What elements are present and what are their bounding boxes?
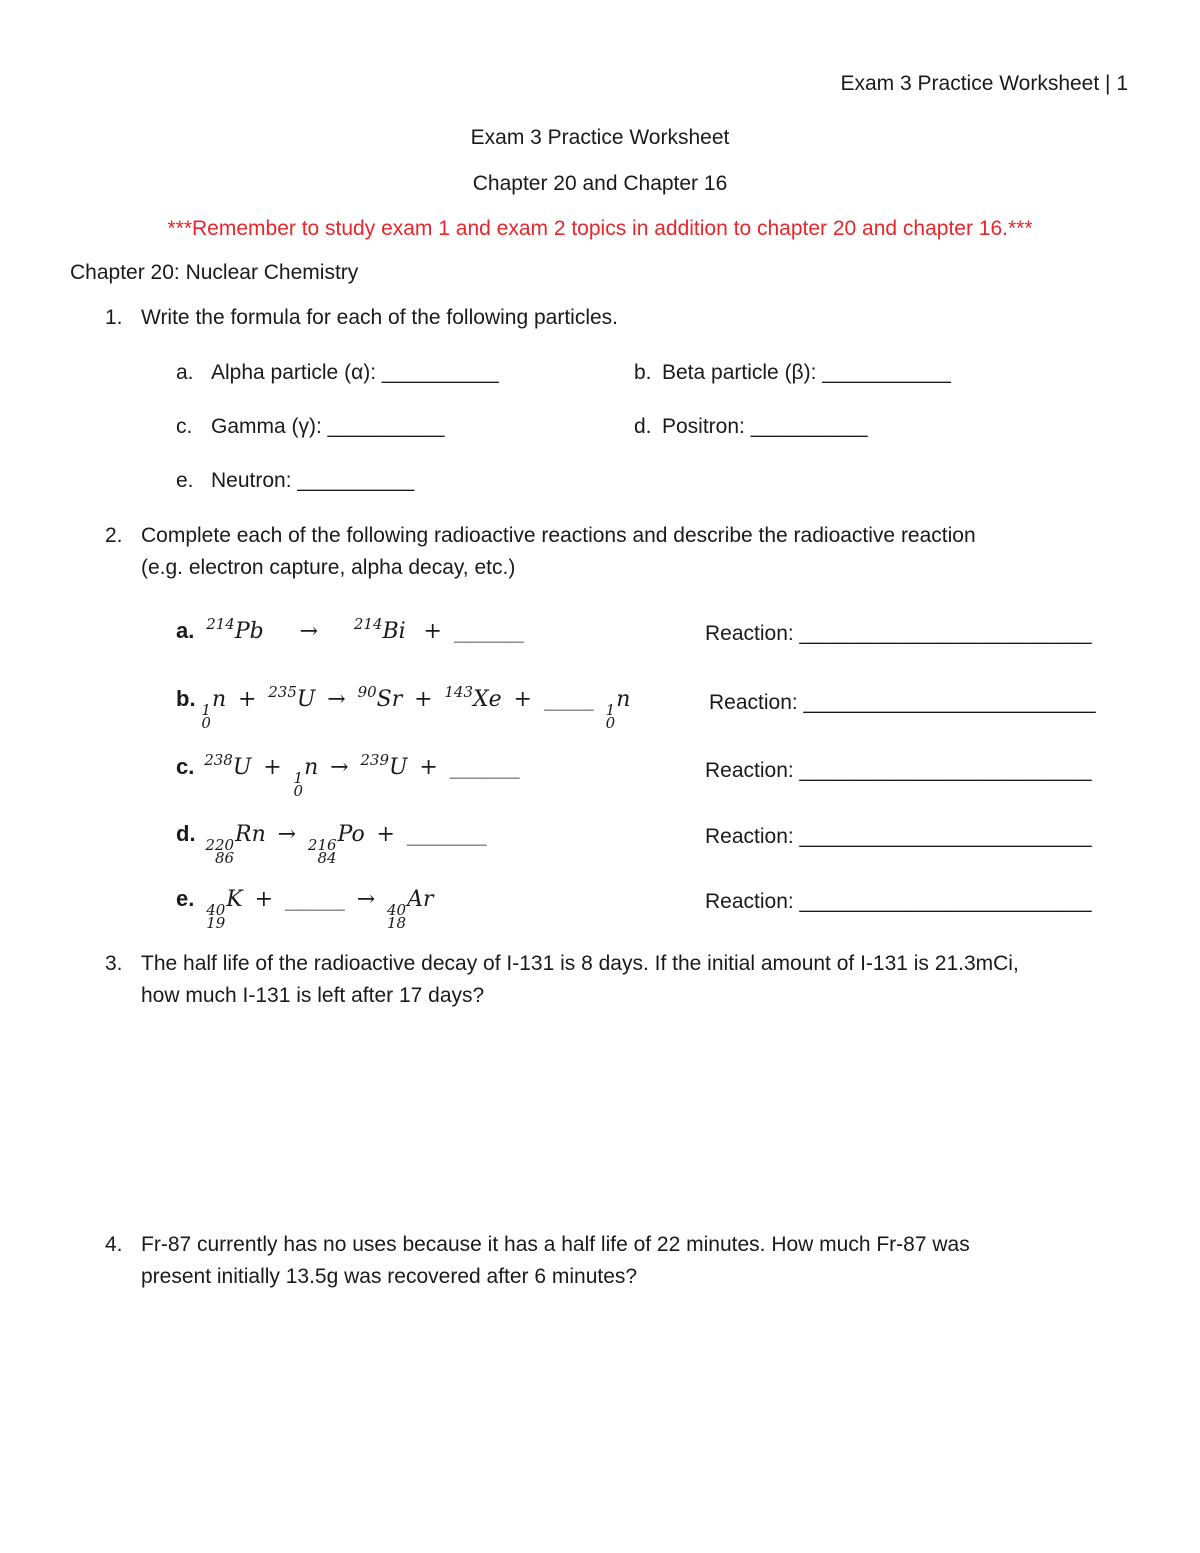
section-heading: Chapter 20: Nuclear Chemistry [70,261,359,284]
reaction-e-label: e. [176,886,195,911]
eq-q2-d-m2: 216 [307,836,337,855]
worksheet-subtitle: Chapter 20 and Chapter 16 [472,172,728,195]
eq-q2-d-z2: 84 [317,849,337,868]
eq-q2-c-m1: 238 [204,751,233,769]
reaction-b-label: b. [176,686,196,711]
eq-q2-b-m2: 235 [268,683,297,701]
eq-spacer [201,701,211,733]
q3-number: 3. [105,952,123,975]
eq-q2-d-plus: + [376,822,395,847]
eq-spacer [206,901,226,933]
eq-q2-a-arrow: → [299,619,319,644]
q1-a-label: a. [176,361,194,384]
reminder-note: ***Remember to study exam 1 and exam 2 topics in addition to chapter 20 and chapter 16.*** [167,217,1033,240]
eq-q2-b-plus: + [414,687,433,712]
reaction-c-label: c. [176,754,195,779]
eq-q2-b-plus: + [237,687,257,712]
eq-q2-e-m1: 40 [206,901,226,920]
eq-q2-a-s2: Bi [382,619,406,644]
eq-q2-e-s2: Ar [407,887,434,912]
reaction-a-equation [176,615,524,644]
eq-q2-e-blank: ______ [284,887,345,911]
eq-q2-c-m2: 1 [293,769,304,788]
reaction-b-type: Reaction: _________________________ [709,691,1096,714]
q2-text-line2: (e.g. electron capture, alpha decay, etc.) [141,556,516,579]
eq-q2-b-z1: 0 [201,714,211,733]
eq-q2-b-s2: U [296,687,316,712]
eq-q2-a-m2: 214 [353,615,383,633]
eq-q2-b-s1: n [211,687,227,712]
q4-text-line2: present initially 13.5g was recovered after 6 minutes? [141,1265,638,1288]
q4-text-line1: Fr-87 currently has no uses because it has a half life of 22 minutes. How much Fr-87 was [141,1233,970,1256]
eq-q2-c-plus: + [263,755,282,780]
q1-b-label: b. [634,361,652,384]
eq-q2-e-m2: 40 [386,901,407,920]
eq-q2-c-plus: + [419,755,438,780]
reaction-a-type: Reaction: _________________________ [705,622,1092,645]
q1-c-label: c. [176,415,193,438]
eq-q2-d-m1: 220 [205,836,235,855]
reaction-a-label: a. [176,618,195,643]
q1-d-text: Positron: __________ [662,415,868,438]
eq-q2-c-m3: 239 [360,751,389,769]
q1-c-text: Gamma (γ): __________ [211,415,445,438]
eq-q2-c-z2: 0 [293,782,304,801]
q1-e-text: Neutron: __________ [211,469,415,492]
eq-q2-b-m3: 90 [357,683,377,701]
reaction-b-equation [176,683,631,733]
q1-a-text: Alpha particle (α): __________ [211,361,499,384]
eq-spacer [605,701,616,733]
q2-number: 2. [105,524,123,547]
eq-q2-b-m1: 1 [201,701,211,720]
eq-q2-a-m1: 214 [206,615,235,633]
eq-q2-e-z1: 19 [206,914,226,933]
reaction-d-equation [176,821,487,868]
eq-q2-d-s2: Po [337,822,365,847]
eq-q2-b-m4: 143 [444,683,474,701]
reaction-c-type: Reaction: _________________________ [705,759,1092,782]
eq-spacer [307,836,337,868]
reaction-d-label: d. [176,821,196,846]
q1-d-label: d. [634,415,652,438]
eq-q2-d-arrow: → [277,822,297,847]
q2-text-line1: Complete each of the following radioactive reactions and describe the radioactive reaction [141,524,976,547]
q1-e-label: e. [176,469,194,492]
eq-q2-b-m5: 1 [605,701,616,720]
eq-q2-a-s1: Pb [234,619,264,644]
reaction-e-type: Reaction: _________________________ [705,890,1092,913]
eq-q2-b-arrow: → [327,687,346,712]
eq-q2-d-s1: Rn [235,822,266,847]
eq-spacer [293,769,304,801]
q3-text-line2: how much I-131 is left after 17 days? [141,984,485,1007]
q1-number: 1. [105,306,123,329]
reaction-c-equation [176,751,520,801]
page-header: Exam 3 Practice Worksheet | 1 [840,72,1128,95]
q1-b-text: Beta particle (β): ___________ [662,361,951,384]
eq-q2-c-s2: n [304,755,319,780]
q1-text: Write the formula for each of the following particles. [141,306,619,329]
eq-q2-d-z1: 86 [214,849,235,868]
eq-q2-c-s1: U [232,755,252,780]
eq-q2-e-z2: 18 [386,914,407,933]
eq-q2-c-s3: U [389,755,408,780]
eq-q2-b-s3: Sr [376,687,403,712]
reaction-d-type: Reaction: _________________________ [705,825,1092,848]
eq-q2-c-blank: _______ [449,755,520,779]
worksheet-title: Exam 3 Practice Worksheet [470,126,730,149]
q4-number: 4. [105,1233,123,1256]
eq-spacer [386,901,407,933]
eq-q2-a-plus: + [423,619,442,644]
q3-text-line1: The half life of the radioactive decay of I-131 is 8 days. If the initial amount of I-131 is 21.3mCi, [141,952,1019,975]
eq-q2-b-z5: 0 [605,714,616,733]
eq-q2-a-blank: _______ [453,619,524,643]
reaction-e-equation [176,886,434,933]
eq-q2-e-plus: + [254,887,274,912]
eq-q2-e-arrow: → [356,887,376,912]
eq-q2-c-arrow: → [330,755,349,780]
eq-q2-b-blank: _____ [543,687,594,711]
eq-q2-b-plus: + [513,687,532,712]
eq-spacer [205,836,235,868]
eq-q2-b-s5: n [616,687,631,712]
eq-q2-d-blank: ________ [406,822,487,846]
eq-q2-e-s1: K [226,887,243,912]
eq-q2-b-s4: Xe [473,687,502,712]
